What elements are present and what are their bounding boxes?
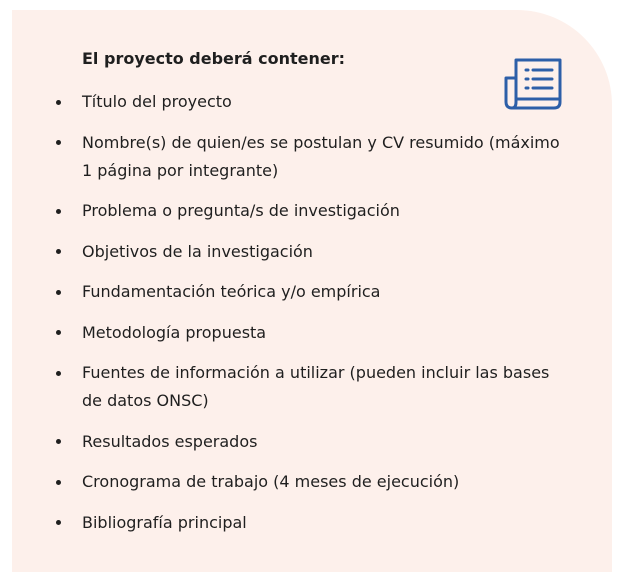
list-item: Título del proyecto <box>0 88 560 116</box>
section-heading: El proyecto deberá contener: <box>82 49 346 68</box>
list-item: Metodología propuesta <box>0 319 560 347</box>
list-item: Problema o pregunta/s de investigación <box>0 197 560 225</box>
list-item: Fuentes de información a utilizar (pueden incluir las bases de datos ONSC) <box>0 359 560 415</box>
list-item: Objetivos de la investigación <box>0 238 560 266</box>
requirements-list <box>0 88 560 549</box>
list-item: Resultados esperados <box>0 428 560 456</box>
list-item: Fundamentación teórica y/o empírica <box>0 278 560 306</box>
list-item: Cronograma de trabajo (4 meses de ejecución) <box>0 468 560 496</box>
list-item: Bibliografía principal <box>0 509 560 537</box>
list-item: Nombre(s) de quien/es se postulan y CV resumido (máximo 1 página por integrante) <box>0 129 560 185</box>
